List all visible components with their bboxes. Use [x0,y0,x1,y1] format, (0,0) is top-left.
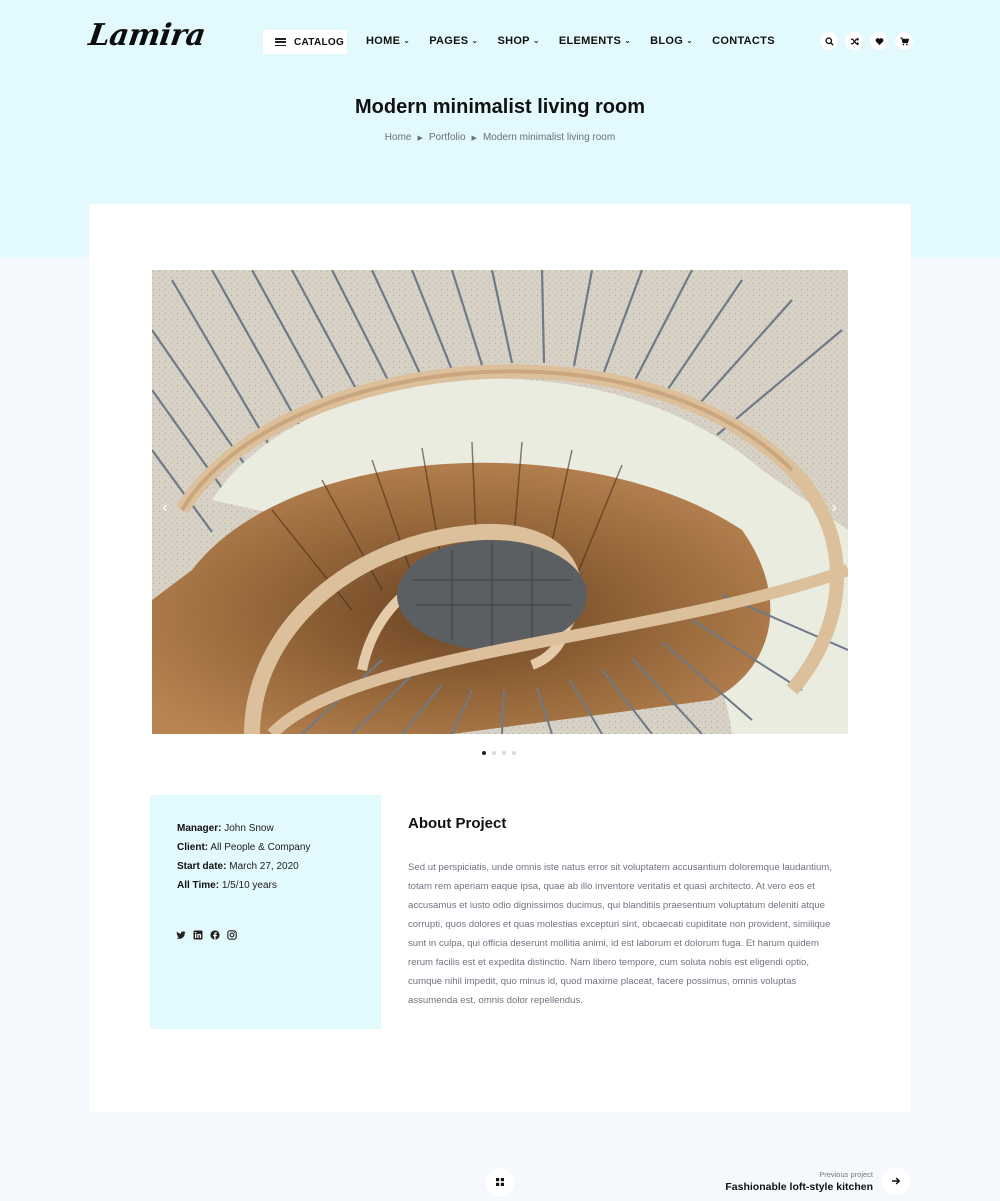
info-start-date [177,857,381,876]
main-nav [366,35,794,47]
search-icon[interactable] [820,32,838,50]
spiral-staircase-image [152,270,848,734]
breadcrumb-current: Modern minimalist living room [482,132,616,143]
nav-label: PAGES [429,35,469,47]
menu-icon [275,38,286,46]
project-image-slider[interactable] [152,270,848,734]
info-value: 1/5/10 years [221,880,277,891]
slider-dot-2[interactable] [492,751,496,755]
nav-item-contacts[interactable] [712,35,775,47]
chevron-down-icon: ⌄ [403,35,411,45]
nav-label: CONTACTS [712,35,775,47]
about-title: About Project [408,815,507,832]
previous-project-link[interactable]: Fashionable loft-style kitchen [725,1181,873,1193]
chevron-right-icon: ▶ [471,134,477,142]
linkedin-icon[interactable] [193,930,203,940]
info-label: All Time: [177,880,220,891]
slider-next-arrow[interactable]: › [831,499,837,516]
nav-label: ELEMENTS [558,35,622,47]
chevron-right-icon: ▶ [417,134,423,142]
nav-item-home[interactable] [366,35,410,47]
project-info-box [150,795,381,1029]
chevron-down-icon: ⌄ [686,35,694,45]
info-value: John Snow [224,823,274,834]
twitter-icon[interactable] [176,930,186,940]
info-label: Client: [177,842,209,853]
info-value: All People & Company [210,842,311,853]
slider-dot-3[interactable] [502,751,506,755]
nav-label: BLOG [650,35,684,47]
previous-project-label: Previous project [819,1170,873,1179]
shuffle-icon[interactable] [845,32,863,50]
arrow-right-icon[interactable] [882,1167,910,1195]
info-label: Start date: [177,861,227,872]
chevron-down-icon: ⌄ [624,35,632,45]
instagram-icon[interactable] [227,930,237,940]
nav-label: SHOP [497,35,530,47]
site-logo[interactable]: Lamira [86,18,208,53]
info-value: March 27, 2020 [229,861,299,872]
info-all-time [177,876,381,895]
page-title: Modern minimalist living room [354,96,646,118]
info-client [177,838,381,857]
nav-label: HOME [366,35,401,47]
social-links [176,930,237,940]
slider-prev-arrow[interactable]: ‹ [162,499,168,516]
nav-item-pages[interactable] [429,35,478,47]
chevron-down-icon: ⌄ [532,35,540,45]
nav-item-shop[interactable] [497,35,539,47]
slider-dot-1[interactable] [482,751,486,755]
info-manager [177,819,381,838]
nav-item-blog[interactable] [650,35,693,47]
info-label: Manager: [177,823,222,834]
about-text: Sed ut perspiciatis, unde omnis iste natus error sit voluptatem accusantium doloremque laudantium, totam rem aperiam eaque ipsa, quae ab illo inventore veritatis et quasi architecto. At vero eos et accusamus et iusto odio dignissimos ducimus, qui blanditiis praesentium voluptatum deleniti atque corrupti, quos dolores et quas molestias excepturi sint, obcaecati cupiditate non provident, similique sunt in culpa, qui officia deserunt mollitia animi, id est laborum et dolorum fuga. Et harum quidem rerum facilis est et expedita distinctio. Nam libero tempore, cum soluta nobis est eligendi optio, cumque nihil impedit, quo minus id, quod maxime placeat, facere possimus, omnis voluptas assumenda est, omnis dolor repellendus. [408,862,832,1006]
grid-icon[interactable] [486,1168,514,1196]
slider-dot-4[interactable] [512,751,516,755]
chevron-down-icon: ⌄ [471,35,479,45]
facebook-icon[interactable] [210,930,220,940]
cart-icon[interactable] [895,32,913,50]
breadcrumb-home[interactable]: Home [384,132,412,143]
catalog-label: CATALOG [294,36,345,48]
slider-dots [482,751,516,755]
heart-icon[interactable] [870,32,888,50]
nav-item-elements[interactable] [559,35,631,47]
catalog-button[interactable] [263,30,347,54]
breadcrumb [0,132,1000,143]
header-actions [820,32,913,50]
breadcrumb-portfolio[interactable]: Portfolio [428,132,466,143]
